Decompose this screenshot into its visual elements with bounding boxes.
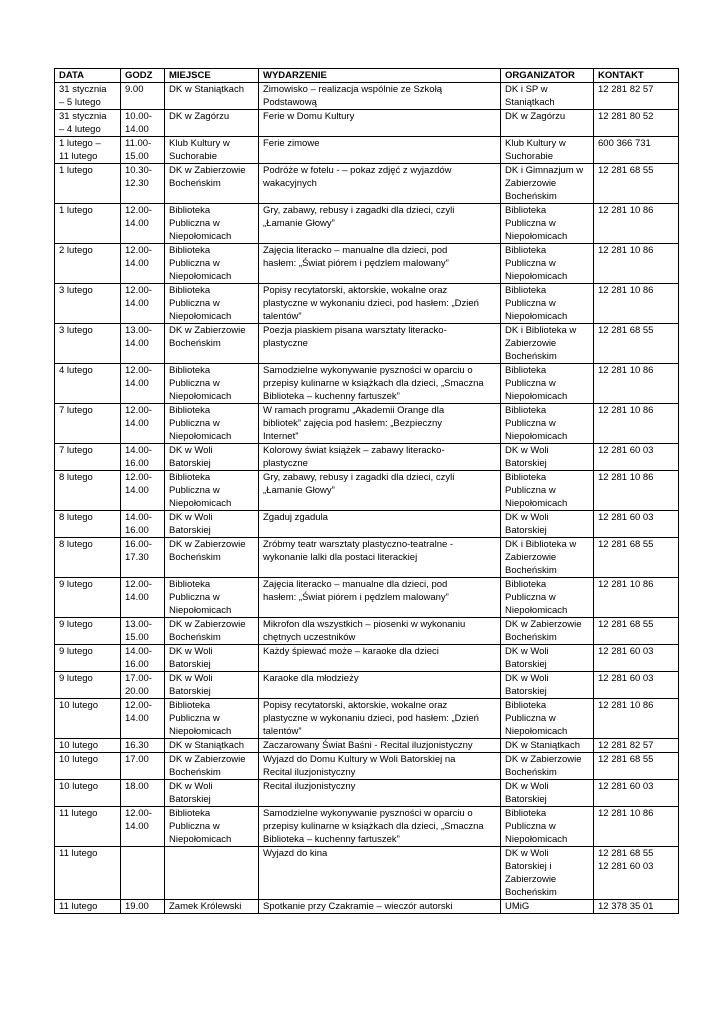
cell-contact: 12 281 10 86: [594, 807, 679, 847]
cell-event: Popisy recytatorski, aktorskie, wokalne oraz plastyczne w wykonaniu dzieci, pod hasłem: „Dzień talentów”: [259, 699, 501, 739]
cell-organizer: DK i Biblioteka w Zabierzowie Bocheńskim: [501, 324, 594, 364]
cell-time: 11.00- 15.00: [121, 137, 165, 164]
cell-contact: 12 281 10 86: [594, 404, 679, 444]
cell-organizer: DK w Woli Batorskiej: [501, 780, 594, 807]
table-row: [55, 807, 679, 847]
cell-event: Gry, zabawy, rebusy i zagadki dla dzieci, czyli „Łamanie Głowy”: [259, 204, 501, 244]
cell-time: 12.00- 14.00: [121, 578, 165, 618]
cell-time: 14.00- 16.00: [121, 645, 165, 672]
cell-event: Zgaduj zgadula: [259, 511, 501, 538]
cell-place: Biblioteka Publiczna w Niepołomicach: [165, 471, 259, 511]
table-row: [55, 753, 679, 780]
cell-event: Każdy śpiewać może – karaoke dla dzieci: [259, 645, 501, 672]
cell-time: 12.00- 14.00: [121, 244, 165, 284]
cell-place: DK w Zabierzowie Bocheńskim: [165, 324, 259, 364]
cell-time: 12.00- 14.00: [121, 404, 165, 444]
cell-date: 31 stycznia – 4 lutego: [55, 110, 121, 137]
table-row: [55, 511, 679, 538]
cell-place: DK w Staniątkach: [165, 83, 259, 110]
cell-date: 10 lutego: [55, 780, 121, 807]
cell-contact: 12 281 68 55: [594, 753, 679, 780]
cell-date: 3 lutego: [55, 324, 121, 364]
cell-organizer: Biblioteka Publiczna w Niepołomicach: [501, 699, 594, 739]
cell-event: Samodzielne wykonywanie pyszności w oparciu o przepisy kulinarne w książkach dla dzieci, „Smaczna Biblioteka – kuchenny fartuszek”: [259, 807, 501, 847]
table-row: [55, 672, 679, 699]
table-row: [55, 780, 679, 807]
cell-place: [165, 847, 259, 900]
cell-organizer: DK w Woli Batorskiej i Zabierzowie Bocheńskim: [501, 847, 594, 900]
table-row: [55, 578, 679, 618]
cell-date: 3 lutego: [55, 284, 121, 324]
cell-contact: 12 281 10 86: [594, 578, 679, 618]
cell-place: DK w Woli Batorskiej: [165, 672, 259, 699]
table-row: [55, 164, 679, 204]
cell-event: Mikrofon dla wszystkich – piosenki w wykonaniu chętnych uczestników: [259, 618, 501, 645]
cell-date: 9 lutego: [55, 578, 121, 618]
cell-organizer: DK w Zabierzowie Bocheńskim: [501, 753, 594, 780]
table-row: [55, 364, 679, 404]
cell-place: DK w Staniątkach: [165, 739, 259, 753]
cell-event: Zaczarowany Świat Baśni - Recital iluzjonistyczny: [259, 739, 501, 753]
cell-contact: 12 281 80 52: [594, 110, 679, 137]
cell-time: 9.00: [121, 83, 165, 110]
cell-event: Zimowisko – realizacja wspólnie ze Szkołą Podstawową: [259, 83, 501, 110]
cell-date: 11 lutego: [55, 847, 121, 900]
cell-place: DK w Woli Batorskiej: [165, 511, 259, 538]
cell-time: 19.00: [121, 900, 165, 914]
cell-event: Ferie zimowe: [259, 137, 501, 164]
table-row: [55, 204, 679, 244]
cell-date: 1 lutego – 11 lutego: [55, 137, 121, 164]
cell-contact: 12 281 68 55: [594, 324, 679, 364]
cell-place: DK w Woli Batorskiej: [165, 780, 259, 807]
cell-place: Biblioteka Publiczna w Niepołomicach: [165, 244, 259, 284]
cell-date: 11 lutego: [55, 900, 121, 914]
cell-organizer: Biblioteka Publiczna w Niepołomicach: [501, 404, 594, 444]
cell-contact: 12 281 10 86: [594, 471, 679, 511]
cell-contact: 600 366 731: [594, 137, 679, 164]
cell-organizer: DK w Zagórzu: [501, 110, 594, 137]
cell-time: 16.30: [121, 739, 165, 753]
cell-organizer: Biblioteka Publiczna w Niepołomicach: [501, 578, 594, 618]
cell-time: 12.00- 14.00: [121, 699, 165, 739]
table-header-row: [55, 69, 679, 83]
cell-organizer: Biblioteka Publiczna w Niepołomicach: [501, 284, 594, 324]
cell-organizer: DK w Woli Batorskiej: [501, 672, 594, 699]
cell-organizer: DK w Woli Batorskiej: [501, 511, 594, 538]
cell-place: DK w Zabierzowie Bocheńskim: [165, 753, 259, 780]
cell-time: 12.00- 14.00: [121, 204, 165, 244]
table-row: [55, 324, 679, 364]
cell-time: 13.00- 14.00: [121, 324, 165, 364]
cell-contact: 12 281 68 55: [594, 538, 679, 578]
column-header-date: DATA: [55, 69, 121, 83]
cell-place: Klub Kultury w Suchorabie: [165, 137, 259, 164]
cell-organizer: DK i Biblioteka w Zabierzowie Bocheńskim: [501, 538, 594, 578]
cell-time: 13.00- 15.00: [121, 618, 165, 645]
column-header-time: GODZ: [121, 69, 165, 83]
table-row: [55, 471, 679, 511]
cell-organizer: Biblioteka Publiczna w Niepołomicach: [501, 807, 594, 847]
table-row: [55, 739, 679, 753]
column-header-event: WYDARZENIE: [259, 69, 501, 83]
table-row: [55, 83, 679, 110]
cell-date: 31 stycznia – 5 lutego: [55, 83, 121, 110]
cell-place: DK w Zabierzowie Bocheńskim: [165, 538, 259, 578]
cell-date: 9 lutego: [55, 645, 121, 672]
table-row: [55, 900, 679, 914]
cell-organizer: DK i SP w Staniątkach: [501, 83, 594, 110]
cell-event: Recital iluzjonistyczny: [259, 780, 501, 807]
cell-time: 18.00: [121, 780, 165, 807]
table-row: [55, 618, 679, 645]
cell-event: Zajęcia literacko – manualne dla dzieci, pod hasłem: „Świat piórem i pędzlem malowany”: [259, 244, 501, 284]
table-row: [55, 244, 679, 284]
cell-organizer: DK i Gimnazjum w Zabierzowie Bocheńskim: [501, 164, 594, 204]
cell-organizer: Biblioteka Publiczna w Niepołomicach: [501, 471, 594, 511]
cell-place: DK w Woli Batorskiej: [165, 645, 259, 672]
cell-event: Wyjazd do kina: [259, 847, 501, 900]
cell-organizer: DK w Staniątkach: [501, 739, 594, 753]
cell-contact: 12 281 60 03: [594, 511, 679, 538]
cell-organizer: Biblioteka Publiczna w Niepołomicach: [501, 244, 594, 284]
cell-time: 14.00- 16.00: [121, 444, 165, 471]
cell-event: Popisy recytatorski, aktorskie, wokalne oraz plastyczne w wykonaniu dzieci, pod hasłem: „Dzień talentów”: [259, 284, 501, 324]
cell-contact: 12 281 10 86: [594, 244, 679, 284]
column-header-place: MIEJSCE: [165, 69, 259, 83]
cell-date: 4 lutego: [55, 364, 121, 404]
cell-time: 17.00- 20.00: [121, 672, 165, 699]
cell-place: Biblioteka Publiczna w Niepołomicach: [165, 364, 259, 404]
cell-time: 12.00- 14.00: [121, 364, 165, 404]
cell-event: Podróże w fotelu - – pokaz zdjęć z wyjazdów wakacyjnych: [259, 164, 501, 204]
table-row: [55, 645, 679, 672]
cell-contact: 12 378 35 01: [594, 900, 679, 914]
cell-place: Biblioteka Publiczna w Niepołomicach: [165, 404, 259, 444]
cell-place: DK w Zabierzowie Bocheńskim: [165, 164, 259, 204]
cell-event: Kolorowy świat książek – zabawy literacko- plastyczne: [259, 444, 501, 471]
table-row: [55, 538, 679, 578]
cell-contact: 12 281 10 86: [594, 699, 679, 739]
cell-place: DK w Zagórzu: [165, 110, 259, 137]
cell-contact: 12 281 68 55 12 281 60 03: [594, 847, 679, 900]
table-row: [55, 699, 679, 739]
cell-date: 10 lutego: [55, 739, 121, 753]
cell-place: Biblioteka Publiczna w Niepołomicach: [165, 807, 259, 847]
cell-event: Wyjazd do Domu Kultury w Woli Batorskiej na Recital iluzjonistyczny: [259, 753, 501, 780]
cell-contact: 12 281 10 86: [594, 204, 679, 244]
cell-place: Biblioteka Publiczna w Niepołomicach: [165, 284, 259, 324]
cell-organizer: Biblioteka Publiczna w Niepołomicach: [501, 204, 594, 244]
cell-contact: 12 281 60 03: [594, 645, 679, 672]
table-row: [55, 444, 679, 471]
column-header-organizer: ORGANIZATOR: [501, 69, 594, 83]
table-row: [55, 404, 679, 444]
cell-place: Biblioteka Publiczna w Niepołomicach: [165, 699, 259, 739]
cell-contact: 12 281 10 86: [594, 364, 679, 404]
cell-event: Ferie w Domu Kultury: [259, 110, 501, 137]
cell-date: 1 lutego: [55, 204, 121, 244]
cell-contact: 12 281 10 86: [594, 284, 679, 324]
cell-organizer: DK w Zabierzowie Bocheńskim: [501, 618, 594, 645]
cell-contact: 12 281 82 57: [594, 83, 679, 110]
table-body: [55, 83, 679, 914]
cell-place: Zamek Królewski: [165, 900, 259, 914]
cell-time: [121, 847, 165, 900]
events-table: [54, 68, 679, 914]
cell-organizer: UMiG: [501, 900, 594, 914]
cell-event: Samodzielne wykonywanie pyszności w oparciu o przepisy kulinarne w książkach dla dzieci, „Smaczna Biblioteka – kuchenny fartuszek”: [259, 364, 501, 404]
cell-time: 12.00- 14.00: [121, 471, 165, 511]
cell-place: Biblioteka Publiczna w Niepołomicach: [165, 204, 259, 244]
cell-date: 8 lutego: [55, 538, 121, 578]
cell-event: Poezja piaskiem pisana warsztaty literacko- plastyczne: [259, 324, 501, 364]
cell-event: Karaoke dla młodzieży: [259, 672, 501, 699]
cell-time: 16.00- 17.30: [121, 538, 165, 578]
cell-event: Gry, zabawy, rebusy i zagadki dla dzieci, czyli „Łamanie Głowy”: [259, 471, 501, 511]
cell-date: 7 lutego: [55, 444, 121, 471]
cell-contact: 12 281 82 57: [594, 739, 679, 753]
cell-contact: 12 281 60 03: [594, 444, 679, 471]
cell-date: 9 lutego: [55, 672, 121, 699]
column-header-contact: KONTAKT: [594, 69, 679, 83]
cell-time: 14.00- 16.00: [121, 511, 165, 538]
cell-contact: 12 281 68 55: [594, 618, 679, 645]
cell-organizer: Biblioteka Publiczna w Niepołomicach: [501, 364, 594, 404]
cell-organizer: DK w Woli Batorskiej: [501, 645, 594, 672]
cell-date: 8 lutego: [55, 511, 121, 538]
cell-date: 10 lutego: [55, 753, 121, 780]
cell-place: DK w Zabierzowie Bocheńskim: [165, 618, 259, 645]
cell-date: 11 lutego: [55, 807, 121, 847]
cell-event: Zajęcia literacko – manualne dla dzieci, pod hasłem: „Świat piórem i pędzlem malowany”: [259, 578, 501, 618]
cell-date: 8 lutego: [55, 471, 121, 511]
cell-organizer: DK w Woli Batorskiej: [501, 444, 594, 471]
cell-contact: 12 281 68 55: [594, 164, 679, 204]
cell-time: 10.30- 12.30: [121, 164, 165, 204]
cell-date: 2 lutego: [55, 244, 121, 284]
cell-date: 7 lutego: [55, 404, 121, 444]
table-row: [55, 284, 679, 324]
cell-contact: 12 281 60 03: [594, 780, 679, 807]
cell-time: 17.00: [121, 753, 165, 780]
table-row: [55, 847, 679, 900]
cell-time: 12.00- 14.00: [121, 807, 165, 847]
cell-event: Zróbmy teatr warsztaty plastyczno-teatralne - wykonanie lalki dla postaci literackiej: [259, 538, 501, 578]
cell-event: W ramach programu „Akademii Orange dla bibliotek” zajęcia pod hasłem: „Bezpieczny Internet”: [259, 404, 501, 444]
cell-contact: 12 281 60 03: [594, 672, 679, 699]
cell-time: 12.00- 14.00: [121, 284, 165, 324]
cell-event: Spotkanie przy Czakramie – wieczór autorski: [259, 900, 501, 914]
cell-date: 10 lutego: [55, 699, 121, 739]
cell-place: Biblioteka Publiczna w Niepołomicach: [165, 578, 259, 618]
cell-organizer: Klub Kultury w Suchorabie: [501, 137, 594, 164]
table-row: [55, 110, 679, 137]
cell-place: DK w Woli Batorskiej: [165, 444, 259, 471]
table-row: [55, 137, 679, 164]
cell-date: 9 lutego: [55, 618, 121, 645]
cell-date: 1 lutego: [55, 164, 121, 204]
cell-time: 10.00- 14.00: [121, 110, 165, 137]
